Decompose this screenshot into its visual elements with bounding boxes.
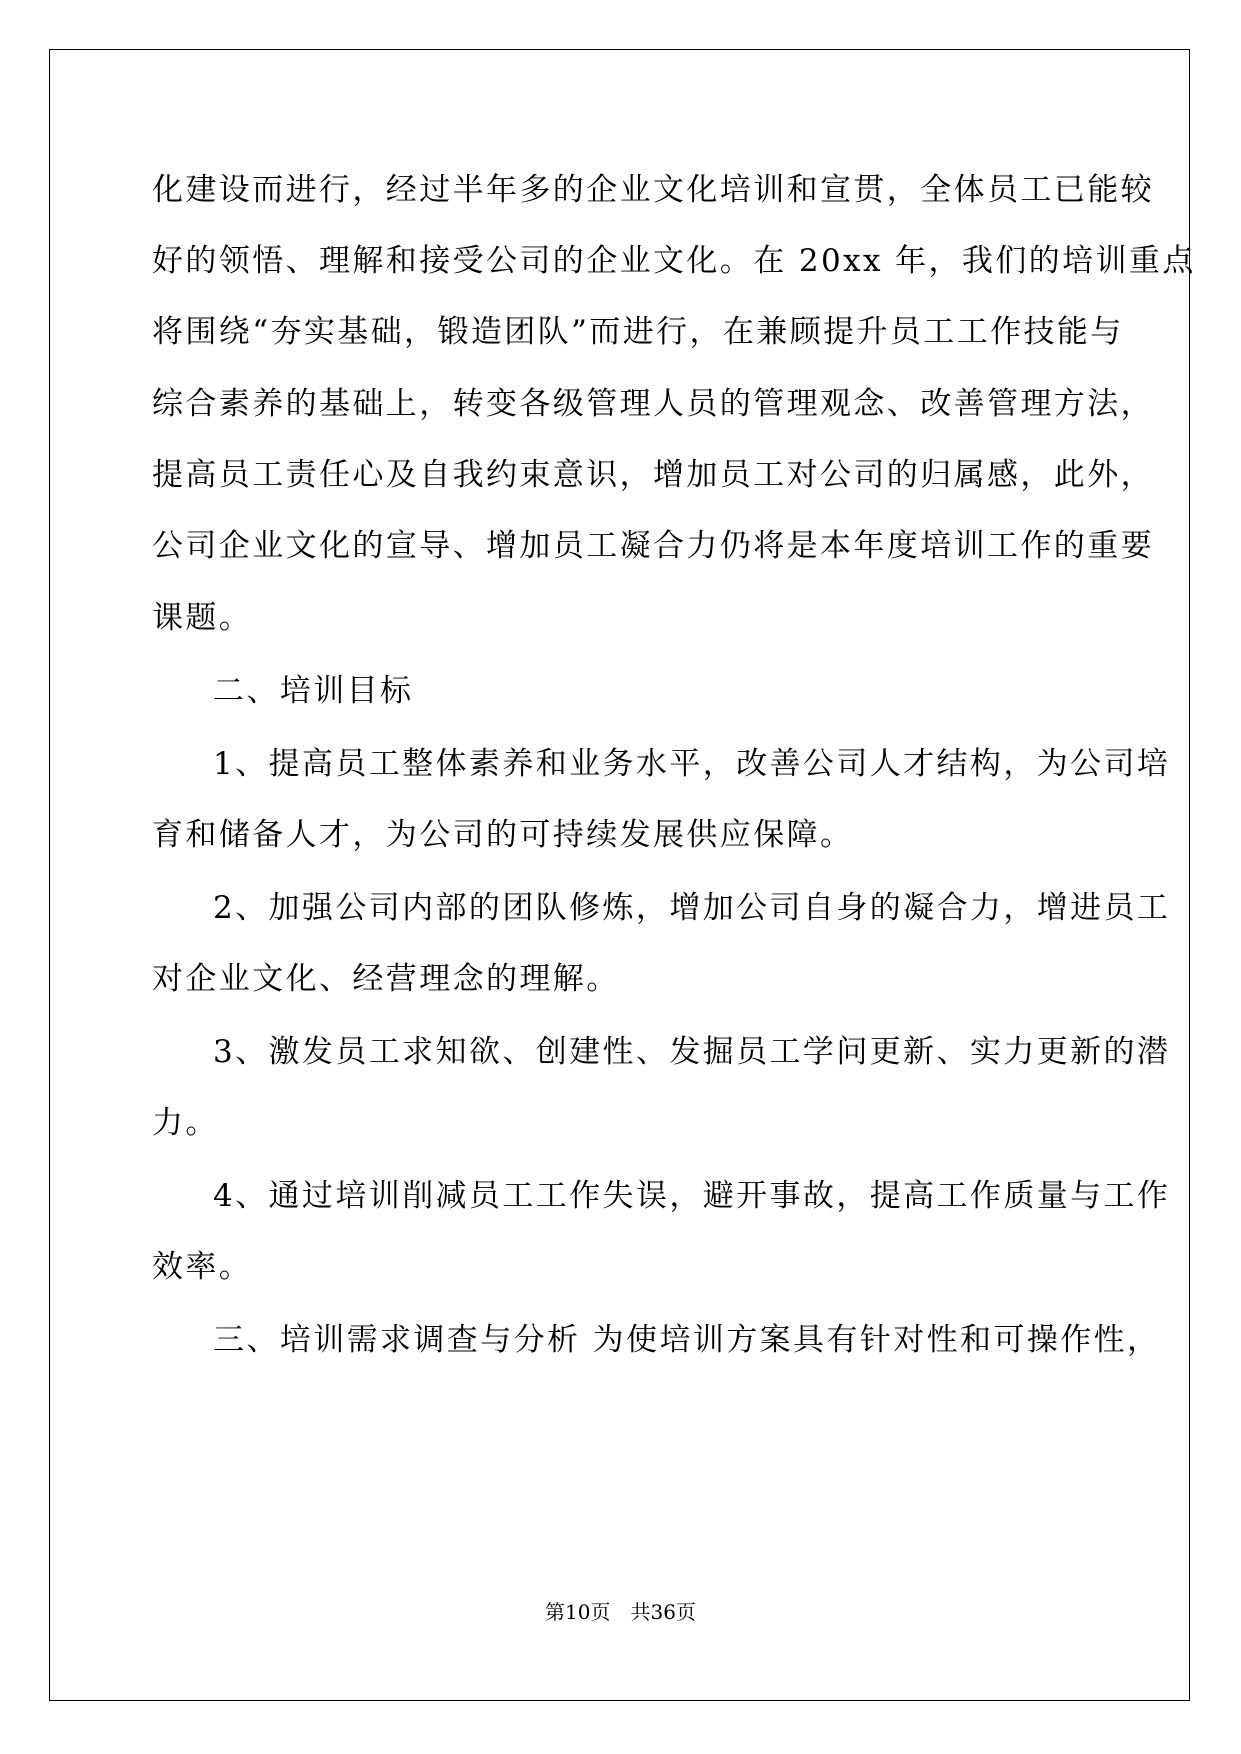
list-item-line: 4、通过培训削减员工工作失误，避开事故，提高工作质量与工作 [213, 1178, 1171, 1214]
text-line: 对企业文化、经营理念的理解。 [152, 961, 620, 997]
text-line: 将围绕“夯实基础，锻造团队”而进行，在兼顾提升员工工作技能与 [152, 314, 1124, 350]
text-line: 综合素养的基础上，转变各级管理人员的管理观念、改善管理方法， [152, 386, 1154, 422]
text-line: 课题。 [152, 600, 253, 636]
text-line: 育和储备人才，为公司的可持续发展供应保障。 [152, 817, 854, 853]
text-line: 提高员工责任心及自我约束意识，增加员工对公司的归属感，此外， [152, 457, 1154, 493]
list-item-line: 2、加强公司内部的团队修炼，增加公司自身的凝合力，增进员工 [213, 890, 1171, 926]
text-line: 力。 [152, 1105, 219, 1141]
text-line: 好的领悟、理解和接受公司的企业文化。在 20xx 年，我们的培训重点 [152, 243, 1196, 279]
section-heading: 二、培训目标 [213, 673, 414, 709]
text-line: 公司企业文化的宣导、增加员工凝合力仍将是本年度培训工作的重要 [152, 528, 1154, 564]
list-item-line: 3、激发员工求知欲、创建性、发掘员工学问更新、实力更新的潜 [213, 1034, 1171, 1070]
section-heading: 三、培训需求调查与分析 为使培训方案具有针对性和可操作性， [213, 1322, 1161, 1358]
page-border [49, 49, 1196, 1701]
list-item-line: 1、提高员工整体素养和业务水平，改善公司人才结构，为公司培 [213, 746, 1171, 782]
text-line: 效率。 [152, 1249, 253, 1285]
text-line: 化建设而进行，经过半年多的企业文化培训和宣贯，全体员工已能较 [152, 172, 1154, 208]
page-number-footer: 第10页 共36页 [545, 1600, 696, 1624]
